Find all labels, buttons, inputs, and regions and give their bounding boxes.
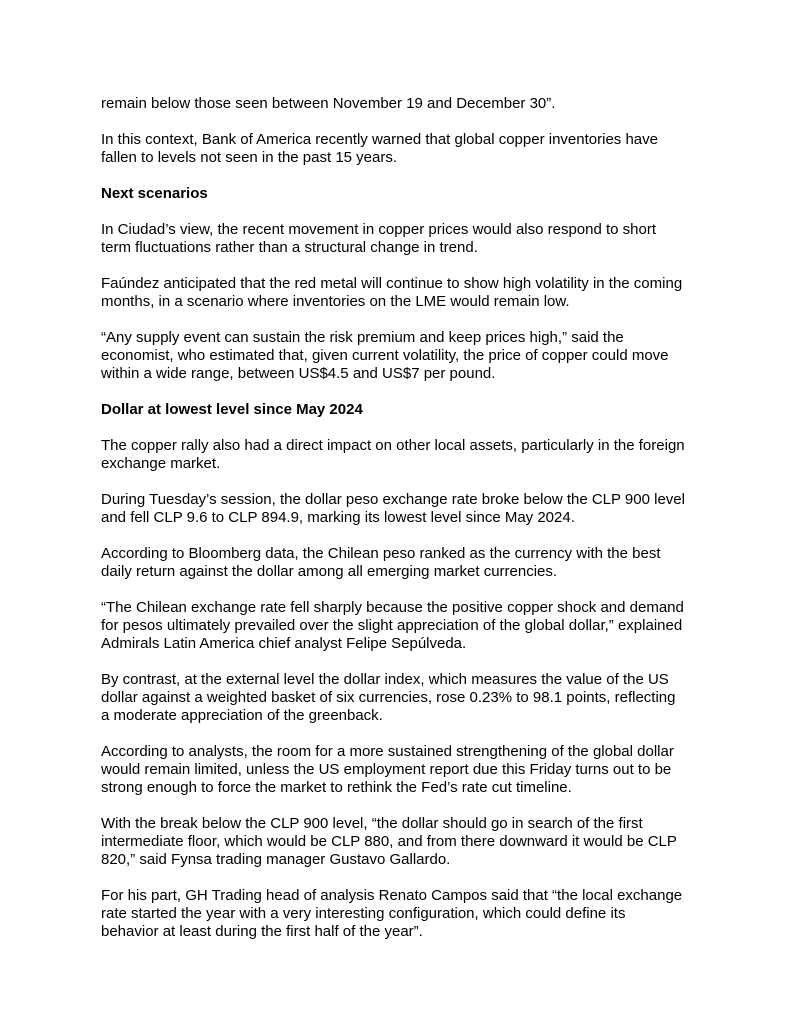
text-line: term fluctuations rather than a structural change in trend. [101,239,478,256]
text-line: With the break below the CLP 900 level, “the dollar should go in search of the first [101,815,643,832]
paragraph [101,221,685,257]
paragraph [101,491,685,527]
text-line: and fell CLP 9.6 to CLP 894.9, marking its lowest level since May 2024. [101,509,575,526]
text-line: According to Bloomberg data, the Chilean peso ranked as the currency with the best [101,545,661,562]
paragraph [101,275,685,311]
text-line: would remain limited, unless the US employment report due this Friday turns out to be [101,761,672,778]
text-line: behavior at least during the first half of the year”. [101,923,423,940]
text-line: exchange market. [101,455,221,472]
text-line: In Ciudad’s view, the recent movement in copper prices would also respond to short [101,221,657,238]
text-line: dollar against a weighted basket of six currencies, rose 0.23% to 98.1 points, reflecting [101,689,676,706]
paragraph [101,545,685,581]
text-line: For his part, GH Trading head of analysis Renato Campos said that “the local exchange [101,887,683,904]
heading-text: Dollar at lowest level since May 2024 [101,401,363,418]
text-line: According to analysts, the room for a more sustained strengthening of the global dollar [101,743,674,760]
text-line: rate started the year with a very interesting configuration, which could define its [101,905,626,922]
text-line: By contrast, at the external level the dollar index, which measures the value of the US [101,671,669,688]
paragraph [101,815,685,869]
paragraph [101,599,685,653]
text-line: “Any supply event can sustain the risk premium and keep prices high,” said the [101,329,624,346]
text-line: Admirals Latin America chief analyst Felipe Sepúlveda. [101,635,467,652]
text-line: a moderate appreciation of the greenback. [101,707,383,724]
paragraph [101,671,685,725]
paragraph [101,887,685,941]
paragraph [101,437,685,473]
text-line: daily return against the dollar among all emerging market currencies. [101,563,558,580]
text-line: intermediate floor, which would be CLP 880, and from there downward it would be CLP [101,833,677,850]
text-line: Faúndez anticipated that the red metal will continue to show high volatility in the coming [101,275,683,292]
text-line: In this context, Bank of America recently warned that global copper inventories have [101,131,658,148]
text-line: The copper rally also had a direct impact on other local assets, particularly in the foreign [101,437,685,454]
text-line: months, in a scenario where inventories on the LME would remain low. [101,293,570,310]
text-line: remain below those seen between November 19 and December 30”. [101,95,556,112]
text-line: “The Chilean exchange rate fell sharply because the positive copper shock and demand [101,599,684,616]
text-line: strong enough to force the market to rethink the Fed’s rate cut timeline. [101,779,572,796]
paragraph [101,329,685,383]
text-line: fallen to levels not seen in the past 15 years. [101,149,398,166]
text-line: for pesos ultimately prevailed over the slight appreciation of the global dollar,” explained [101,617,683,634]
section-heading-next-scenarios [101,185,685,203]
text-line: 820,” said Fynsa trading manager Gustavo Gallardo. [101,851,451,868]
text-line: economist, who estimated that, given current volatility, the price of copper could move [101,347,669,364]
heading-text: Next scenarios [101,185,208,202]
text-line: within a wide range, between US$4.5 and US$7 per pound. [101,365,496,382]
paragraph [101,743,685,797]
document-body [101,95,685,959]
text-line: During Tuesday’s session, the dollar peso exchange rate broke below the CLP 900 level [101,491,685,508]
section-heading-dollar-lowest-level [101,401,685,419]
paragraph [101,131,685,167]
paragraph [101,95,685,113]
